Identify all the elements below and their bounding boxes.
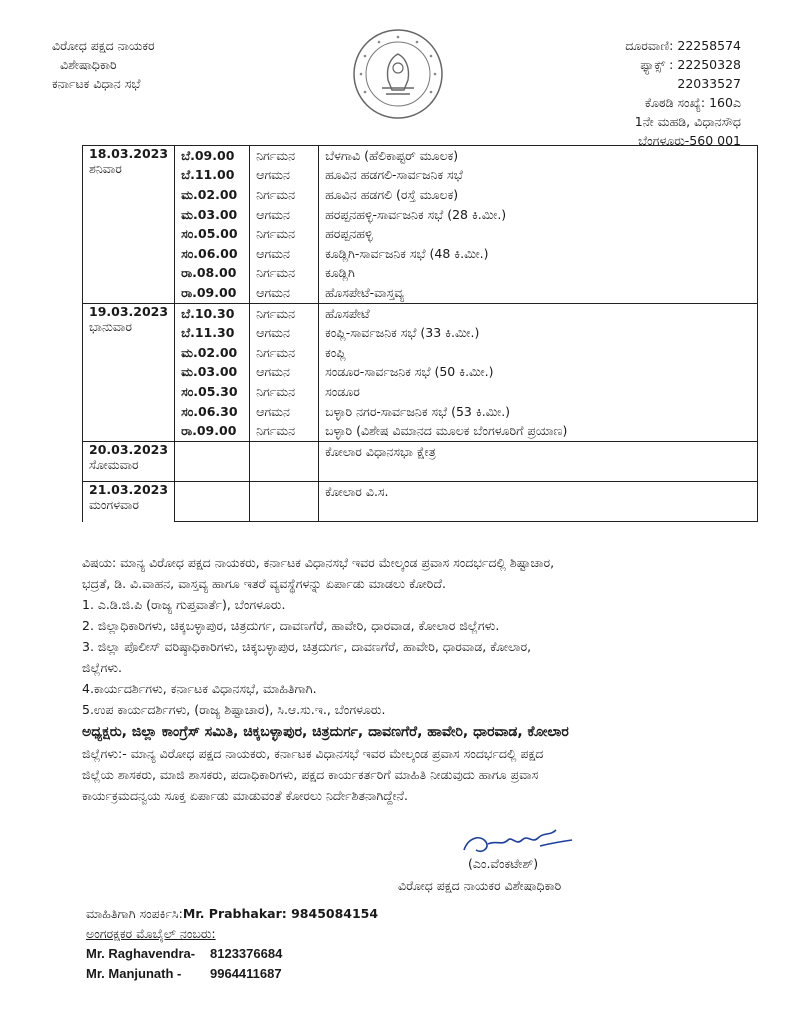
- schedule-date: 19.03.2023: [89, 303, 169, 319]
- schedule-row: [83, 482, 758, 502]
- subject-line: ಭದ್ರತೆ, ಡಿ. ವಿ.ವಾಹನ, ವಾಸ್ತವ್ಯ ಹಾಗೂ ಇತರೆ ವ್ಯವಸ್ಥೆಗಳನ್ನು ಏರ್ಪಾಡು ಮಾಡಲು ಕೋರಿದೆ.: [82, 576, 446, 591]
- schedule-weekday: ಭಾನುವಾರ: [89, 318, 132, 334]
- schedule-place: ಬಳ್ಳಾರಿ (ವಿಶೇಷ ವಿಮಾನದ ಮೂಲಕ ಬೆಂಗಳೂರಿಗೆ ಪ್ರಯಾಣ): [319, 421, 758, 441]
- schedule-date-cell: [83, 441, 175, 481]
- schedule-movement: [250, 482, 319, 502]
- schedule-time: [175, 462, 250, 482]
- schedule-place: ಬೆಳಗಾವಿ (ಹೆಲಿಕಾಪ್ಟರ್ ಮೂಲಕ): [319, 146, 758, 166]
- fax-line-2: 22033527: [677, 76, 741, 91]
- schedule-movement: [250, 502, 319, 522]
- schedule-movement: ನಿರ್ಗಮನ: [250, 421, 319, 441]
- guard-name: Mr. Manjunath -: [86, 966, 182, 981]
- schedule-weekday: ಸೋಮವಾರ: [89, 456, 139, 472]
- subject-line: ವಿಷಯ: ಮಾನ್ಯ ವಿರೋಧ ಪಕ್ಷದ ನಾಯಕರು, ಕರ್ನಾಟಕ ವಿಧಾನಸಭೆ ಇವರ ಮೇಲ್ಕಂಡ ಪ್ರವಾಸ ಸಂದರ್ಭದಲ್ಲಿ ಶಿಷ್ಟಾಚಾರ,: [82, 555, 555, 570]
- schedule-place: ಸಂಡೂರ-ಸಾರ್ವಜನಿಕ ಸಭೆ (50 ಕಿ.ಮೀ.): [319, 363, 758, 383]
- schedule-movement: ನಿರ್ಗಮನ: [250, 224, 319, 244]
- header-left-line: ಕರ್ನಾಟಕ ವಿಧಾನ ಸಭೆ: [52, 76, 141, 91]
- schedule-row: [83, 402, 758, 422]
- recipient-line: 5.ಉಪ ಕಾರ್ಯದರ್ಶಿಗಳು, (ರಾಜ್ಯ ಶಿಷ್ಟಾಚಾರ), ಸಿ.ಆ.ಸು.ಇ., ಬೆಂಗಳೂರು.: [82, 702, 386, 717]
- schedule-place: ಹೂವಿನ ಹಡಗಲಿ-ಸಾರ್ವಜನಿಕ ಸಭೆ: [319, 166, 758, 186]
- header-left-line: ವಿಶೇಷಾಧಿಕಾರಿ: [60, 57, 117, 72]
- schedule-date-cell: [83, 482, 175, 522]
- schedule-row: [83, 323, 758, 343]
- instruction-line: ಜಿಲ್ಲೆಯ ಶಾಸಕರು, ಮಾಜಿ ಶಾಸಕರು, ಪದಾಧಿಕಾರಿಗಳು, ಪಕ್ಷದ ಕಾರ್ಯಕರ್ತರಿಗೆ ಮಾಹಿತಿ ನೀಡುವುದು ಹಾಗೂ ಪ್ರವಾಸ: [82, 767, 539, 782]
- schedule-movement: ಆಗಮನ: [250, 402, 319, 422]
- schedule-row: [83, 224, 758, 244]
- subject-section: [82, 552, 752, 720]
- schedule-weekday: ಶನಿವಾರ: [89, 161, 122, 176]
- schedule-movement: ಆಗಮನ: [250, 205, 319, 225]
- recipient-line: 4.ಕಾರ್ಯದರ್ಶಿಗಳು, ಕರ್ನಾಟಕ ವಿಧಾನಸಭೆ, ಮಾಹಿತಿಗಾಗಿ.: [82, 681, 317, 696]
- schedule-movement: ನಿರ್ಗಮನ: [250, 185, 319, 205]
- schedule-time: ಸಂ.05.30: [175, 382, 250, 402]
- instruction-line: ಜಿಲ್ಲೆಗಳು:- ಮಾನ್ಯ ವಿರೋಧ ಪಕ್ಷದ ನಾಯಕರು, ಕರ್ನಾಟಕ ವಿಧಾನಸಭೆ ಇವರ ಮೇಲ್ಕಂಡ ಪ್ರವಾಸ ಸಂದರ್ಭದಲ್ಲಿ ಪಕ್ಷದ: [82, 746, 544, 761]
- info-contact-label: ಮಾಹಿತಿಗಾಗಿ ಸಂಪರ್ಕಿಸಿ:: [86, 906, 183, 921]
- schedule-place: ಕೋಲಾರ ವಿಧಾನಸಭಾ ಕ್ಷೇತ್ರ: [319, 441, 758, 461]
- schedule-row: [83, 382, 758, 402]
- party-instruction-section: [82, 722, 752, 806]
- tour-schedule-table: [82, 145, 758, 522]
- recipient-line: 3. ಜಿಲ್ಲಾ ಪೊಲೀಸ್ ವರಿಷ್ಠಾಧಿಕಾರಿಗಳು, ಚಿಕ್ಕಬಳ್ಳಾಪುರ, ಚಿತ್ರದುರ್ಗ, ದಾವಣಗೆರೆ, ಹಾವೇರಿ, ಧಾರವಾಡ, ಕೋಲಾರ,: [82, 639, 532, 654]
- schedule-row: [83, 146, 758, 166]
- schedule-time: [175, 502, 250, 522]
- recipient-line: 1. ಎ.ಡಿ.ಜಿ.ಪಿ (ರಾಜ್ಯ ಗುಪ್ತವಾರ್ತೆ), ಬೆಂಗಳೂರು.: [82, 597, 286, 612]
- schedule-place: ಕಂಪ್ಲಿ-ಸಾರ್ವಜನಿಕ ಸಭೆ (33 ಕಿ.ಮೀ.): [319, 323, 758, 343]
- schedule-date: 18.03.2023: [89, 146, 169, 161]
- schedule-row: [83, 343, 758, 363]
- recipient-line: ಜಿಲ್ಲೆಗಳು.: [82, 660, 122, 675]
- schedule-time: ಬೆ.10.30: [175, 303, 250, 323]
- schedule-place: ಸಂಡೂರ: [319, 382, 758, 402]
- schedule-movement: ನಿರ್ಗಮನ: [250, 264, 319, 284]
- fax-line: ಫ್ಯಾಕ್ಸ್ : 22250328: [640, 57, 741, 72]
- signatory-name: (ಎಂ.ವೆಂಕಟೇಶ್): [468, 856, 539, 871]
- instruction-line: ಕಾರ್ಯಕ್ರಮದನ್ವಯ ಸೂಕ್ತ ಏರ್ಪಾಡು ಮಾಡುವಂತೆ ಕೋರಲು ನಿರ್ದೇಶಿತನಾಗಿದ್ದೇನೆ.: [82, 788, 408, 803]
- schedule-time: ಮ.03.00: [175, 363, 250, 383]
- info-contact-person: Mr. Prabhakar: 9845084154: [182, 906, 379, 921]
- schedule-time: [175, 441, 250, 461]
- schedule-row: [83, 283, 758, 303]
- guard-name: Mr. Raghavendra-: [86, 946, 196, 961]
- schedule-time: ಮ.02.00: [175, 343, 250, 363]
- schedule-date: 21.03.2023: [89, 482, 169, 498]
- guard-row: [86, 964, 378, 984]
- schedule-place: ಹೊಸಪೇಟೆ: [319, 303, 758, 323]
- schedule-row: [83, 205, 758, 225]
- schedule-row: [83, 264, 758, 284]
- schedule-row: [83, 462, 758, 482]
- schedule-date-cell: [83, 303, 175, 441]
- schedule-time: ರಾ.09.00: [175, 421, 250, 441]
- schedule-movement: ಆಗಮನ: [250, 244, 319, 264]
- office-header-left: [52, 36, 155, 93]
- schedule-movement: [250, 462, 319, 482]
- schedule-place: ಕೂಡ್ಲಿಗಿ: [319, 264, 758, 284]
- schedule-row: [83, 244, 758, 264]
- schedule-row: [83, 441, 758, 461]
- schedule-movement: ಆಗಮನ: [250, 363, 319, 383]
- schedule-movement: ನಿರ್ಗಮನ: [250, 146, 319, 166]
- schedule-movement: ಆಗಮನ: [250, 323, 319, 343]
- schedule-place: ಹರಪ್ಪನಹಳ್ಳಿ-ಸಾರ್ವಜನಿಕ ಸಭೆ (28 ಕಿ.ಮೀ.): [319, 205, 758, 225]
- schedule-time: ರಾ.09.00: [175, 283, 250, 303]
- schedule-place: ಹರಪ್ಪನಹಳ್ಳಿ: [319, 224, 758, 244]
- schedule-movement: ಆಗಮನ: [250, 283, 319, 303]
- schedule-movement: ಆಗಮನ: [250, 166, 319, 186]
- schedule-place: ಕೋಲಾರ ವಿ.ಸ.: [319, 482, 758, 502]
- schedule-date-cell: [83, 146, 175, 304]
- schedule-time: ಮ.02.00: [175, 185, 250, 205]
- schedule-place: [319, 462, 758, 482]
- guard-row: [86, 944, 378, 964]
- schedule-weekday: ಮಂಗಳವಾರ: [89, 497, 140, 513]
- schedule-row: [83, 421, 758, 441]
- schedule-row: [83, 303, 758, 323]
- guard-phone: 9964411687: [210, 966, 282, 981]
- schedule-time: ಬೆ.11.00: [175, 166, 250, 186]
- instruction-lead: ಅಧ್ಯಕ್ಷರು, ಜಿಲ್ಲಾ ಕಾಂಗ್ರೆಸ್ ಸಮಿತಿ, ಚಿಕ್ಕಬಳ್ಳಾಪುರ, ಚಿತ್ರದುರ್ಗ, ದಾವಣಗೆರೆ, ಹಾವೇರಿ, ಧಾರವಾಡ, ಕೋಲಾರ: [82, 724, 569, 740]
- schedule-time: ಬೆ.11.30: [175, 323, 250, 343]
- guard-numbers-label: ಅಂಗರಕ್ಷಕರ ಮೊಬೈಲ್ ನಂಬರು:: [86, 926, 216, 941]
- schedule-place: ಕೂಡ್ಲಿಗಿ-ಸಾರ್ವಜನಿಕ ಸಭೆ (48 ಕಿ.ಮೀ.): [319, 244, 758, 264]
- guard-phone: 8123376684: [210, 946, 283, 961]
- schedule-row: [83, 502, 758, 522]
- room-line: ಕೊಠಡಿ ಸಂಖ್ಯೆ: 160ಎ: [644, 95, 741, 110]
- city-line: ಬೆಂಗಳೂರು-560 001: [638, 133, 741, 148]
- info-contact-line: [86, 904, 378, 924]
- schedule-time: ಬೆ.09.00: [175, 146, 250, 166]
- schedule-time: ಸಂ.05.00: [175, 224, 250, 244]
- schedule-place: ಹೊಸಪೇಟೆ-ವಾಸ್ತವ್ಯ: [319, 283, 758, 303]
- schedule-place: ಕಂಪ್ಲಿ: [319, 343, 758, 363]
- header-left-line: ವಿರೋಧ ಪಕ್ಷದ ನಾಯಕರ: [52, 38, 155, 53]
- schedule-row: [83, 363, 758, 383]
- schedule-place: ಹೂವಿನ ಹಡಗಲಿ (ರಸ್ತೆ ಮೂಲಕ): [319, 185, 758, 205]
- schedule-place: ಬಳ್ಳಾರಿ ನಗರ-ಸಾರ್ವಜನಿಕ ಸಭೆ (53 ಕಿ.ಮೀ.): [319, 402, 758, 422]
- schedule-date: 20.03.2023: [89, 441, 169, 457]
- schedule-row: [83, 185, 758, 205]
- schedule-time: ರಾ.08.00: [175, 264, 250, 284]
- schedule-time: ಸಂ.06.00: [175, 244, 250, 264]
- recipient-line: 2. ಜಿಲ್ಲಾಧಿಕಾರಿಗಳು, ಚಿಕ್ಕಬಳ್ಳಾಪುರ, ಚಿತ್ರದುರ್ಗ, ದಾವಣಗೆರೆ, ಹಾವೇರಿ, ಧಾರವಾಡ, ಕೋಲಾರ ಜಿಲ್ಲೆಗಳು.: [82, 618, 500, 633]
- signatory-title: ವಿರೋಧ ಪಕ್ಷದ ನಾಯಕರ ವಿಶೇಷಾಧಿಕಾರಿ: [398, 878, 562, 893]
- office-header-right: [625, 36, 741, 150]
- schedule-movement: [250, 441, 319, 461]
- government-seal-icon: [352, 28, 444, 120]
- schedule-time: ಮ.03.00: [175, 205, 250, 225]
- schedule-time: [175, 482, 250, 502]
- schedule-movement: ನಿರ್ಗಮನ: [250, 382, 319, 402]
- contact-block: [86, 904, 378, 984]
- schedule-place: [319, 502, 758, 522]
- schedule-movement: ನಿರ್ಗಮನ: [250, 343, 319, 363]
- floor-line: 1ನೇ ಮಹಡಿ, ವಿಧಾನಸೌಧ: [634, 114, 741, 129]
- phone-line: ದೂರವಾಣಿ: 22258574: [625, 38, 741, 53]
- schedule-row: [83, 166, 758, 186]
- schedule-movement: ನಿರ್ಗಮನ: [250, 303, 319, 323]
- schedule-time: ಸಂ.06.30: [175, 402, 250, 422]
